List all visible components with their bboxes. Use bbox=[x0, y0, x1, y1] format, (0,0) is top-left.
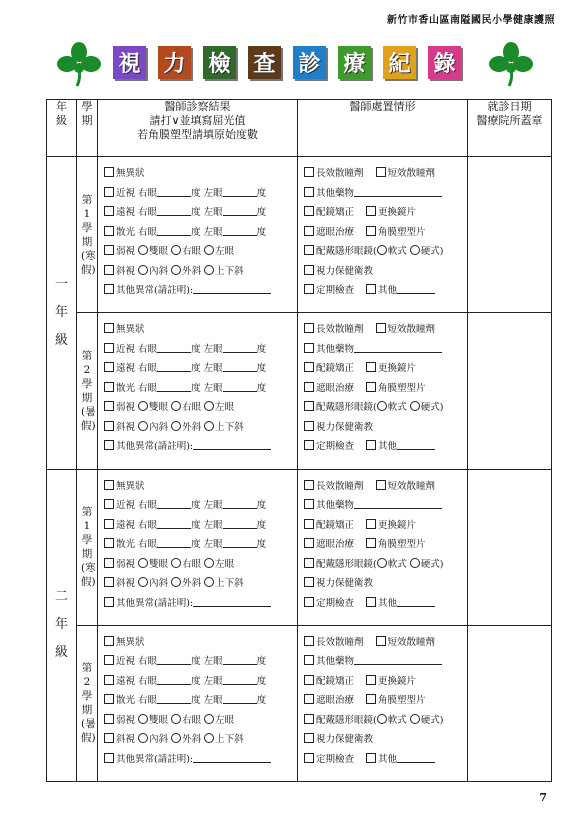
checkbox[interactable] bbox=[366, 538, 376, 548]
checkbox[interactable] bbox=[104, 714, 114, 724]
radio[interactable] bbox=[138, 421, 148, 431]
radio[interactable] bbox=[204, 265, 214, 275]
checkbox[interactable] bbox=[366, 226, 376, 236]
radio[interactable] bbox=[138, 733, 148, 743]
radio[interactable] bbox=[171, 558, 181, 568]
title-tile bbox=[203, 46, 236, 79]
checkbox[interactable] bbox=[304, 655, 314, 665]
radio[interactable] bbox=[410, 714, 420, 724]
title-tile bbox=[113, 46, 146, 79]
checkbox[interactable] bbox=[104, 675, 114, 685]
radio[interactable] bbox=[138, 714, 148, 724]
checkbox[interactable] bbox=[304, 382, 314, 392]
radio[interactable] bbox=[171, 421, 181, 431]
radio[interactable] bbox=[138, 265, 148, 275]
checkbox[interactable] bbox=[304, 206, 314, 216]
checkbox[interactable] bbox=[104, 499, 114, 509]
checkbox[interactable] bbox=[104, 694, 114, 704]
checkbox[interactable] bbox=[376, 323, 386, 333]
radio[interactable] bbox=[171, 733, 181, 743]
header-exam: 醫師診察結果 請打∨並填寫屈光值 若角膜塑型請填原始度數 bbox=[98, 100, 298, 157]
checkbox[interactable] bbox=[304, 753, 314, 763]
checkbox[interactable] bbox=[366, 440, 376, 450]
grade-cell: 二年級 bbox=[47, 469, 77, 781]
checkbox[interactable] bbox=[304, 187, 314, 197]
treatment-cell: 長效散瞳劑 短效散瞳劑 其他藥物 配鏡矯正 更換鏡片 遮眼治療 角膜塑型片 配戴隱形眼鏡( 軟式 硬式) 視力保健衛教 定期檢查 其他 bbox=[298, 469, 468, 625]
checkbox[interactable] bbox=[304, 265, 314, 275]
radio[interactable] bbox=[171, 401, 181, 411]
checkbox[interactable] bbox=[366, 694, 376, 704]
checkbox[interactable] bbox=[104, 733, 114, 743]
radio[interactable] bbox=[204, 245, 214, 255]
checkbox[interactable] bbox=[104, 245, 114, 255]
title-tile bbox=[428, 46, 461, 79]
checkbox[interactable] bbox=[366, 382, 376, 392]
checkbox[interactable] bbox=[104, 597, 114, 607]
checkbox[interactable] bbox=[304, 440, 314, 450]
checkbox[interactable] bbox=[104, 558, 114, 568]
treatment-cell: 長效散瞳劑 短效散瞳劑 其他藥物 配鏡矯正 更換鏡片 遮眼治療 角膜塑型片 配戴隱形眼鏡( 軟式 硬式) 視力保健衛教 定期檢查 其他 bbox=[298, 625, 468, 781]
checkbox[interactable] bbox=[104, 655, 114, 665]
title-tile bbox=[293, 46, 326, 79]
grade-cell: 一年級 bbox=[47, 157, 77, 469]
title-char: 紀 bbox=[388, 51, 411, 77]
semester-cell: 第1學期(寒假) bbox=[77, 157, 98, 313]
radio[interactable] bbox=[171, 245, 181, 255]
header-semester: 學期 bbox=[77, 100, 98, 157]
checkbox[interactable] bbox=[304, 597, 314, 607]
semester-row bbox=[47, 157, 552, 313]
radio[interactable] bbox=[204, 577, 214, 587]
checkbox[interactable] bbox=[104, 480, 114, 490]
checkbox[interactable] bbox=[366, 519, 376, 529]
radio[interactable] bbox=[204, 714, 214, 724]
checkbox[interactable] bbox=[304, 519, 314, 529]
checkbox[interactable] bbox=[366, 206, 376, 216]
checkbox[interactable] bbox=[304, 558, 314, 568]
semester-row bbox=[47, 625, 552, 781]
checkbox[interactable] bbox=[104, 753, 114, 763]
semester-cell: 第1學期(寒假) bbox=[77, 469, 98, 625]
checkbox[interactable] bbox=[104, 440, 114, 450]
checkbox[interactable] bbox=[376, 480, 386, 490]
radio[interactable] bbox=[138, 245, 148, 255]
header-date: 就診日期 醫療院所蓋章 bbox=[468, 100, 552, 157]
radio[interactable] bbox=[204, 733, 214, 743]
checkbox[interactable] bbox=[104, 284, 114, 294]
checkbox[interactable] bbox=[304, 323, 314, 333]
radio[interactable] bbox=[377, 401, 387, 411]
title-char: 療 bbox=[343, 51, 366, 77]
radio[interactable] bbox=[204, 401, 214, 411]
title-tiles bbox=[113, 46, 461, 79]
header-grade: 年級 bbox=[47, 100, 77, 157]
checkbox[interactable] bbox=[304, 577, 314, 587]
radio[interactable] bbox=[138, 558, 148, 568]
checkbox[interactable] bbox=[304, 480, 314, 490]
checkbox[interactable] bbox=[366, 362, 376, 372]
radio[interactable] bbox=[204, 558, 214, 568]
checkbox[interactable] bbox=[104, 167, 114, 177]
checkbox[interactable] bbox=[104, 519, 114, 529]
checkbox[interactable] bbox=[104, 401, 114, 411]
header-treatment: 醫師處置情形 bbox=[298, 100, 468, 157]
clover-icon bbox=[55, 40, 103, 88]
exam-result-cell: 無異狀 近視 右眼 度 左眼 度 遠視 右眼 度 左眼 度 散光 右眼 度 左眼 度 弱視 雙眼 右眼 左眼 斜視 內斜 外斜 上下斜 其他異常(請註明): bbox=[98, 469, 298, 625]
title-tile bbox=[383, 46, 416, 79]
title-tile bbox=[158, 46, 191, 79]
checkbox[interactable] bbox=[376, 636, 386, 646]
checkbox[interactable] bbox=[104, 382, 114, 392]
checkbox[interactable] bbox=[304, 284, 314, 294]
date-stamp-cell[interactable] bbox=[468, 469, 552, 625]
checkbox[interactable] bbox=[104, 187, 114, 197]
semester-cell: 第2學期(暑假) bbox=[77, 625, 98, 781]
title-char: 錄 bbox=[433, 51, 456, 77]
radio[interactable] bbox=[171, 577, 181, 587]
checkbox[interactable] bbox=[104, 538, 114, 548]
radio[interactable] bbox=[377, 714, 387, 724]
school-name: 新竹市香山區南隘國民小學健康護照 bbox=[387, 15, 555, 26]
checkbox[interactable] bbox=[304, 167, 314, 177]
checkbox[interactable] bbox=[104, 421, 114, 431]
checkbox[interactable] bbox=[104, 206, 114, 216]
treatment-cell: 長效散瞳劑 短效散瞳劑 其他藥物 配鏡矯正 更換鏡片 遮眼治療 角膜塑型片 配戴隱形眼鏡( 軟式 硬式) 視力保健衛教 定期檢查 其他 bbox=[298, 313, 468, 469]
radio[interactable] bbox=[171, 265, 181, 275]
checkbox[interactable] bbox=[104, 343, 114, 353]
checkbox[interactable] bbox=[376, 167, 386, 177]
date-stamp-cell[interactable] bbox=[468, 313, 552, 469]
radio[interactable] bbox=[377, 558, 387, 568]
checkbox[interactable] bbox=[104, 265, 114, 275]
radio[interactable] bbox=[171, 714, 181, 724]
checkbox[interactable] bbox=[304, 343, 314, 353]
title-tile bbox=[338, 46, 371, 79]
checkbox[interactable] bbox=[304, 538, 314, 548]
radio[interactable] bbox=[138, 401, 148, 411]
date-stamp-cell[interactable] bbox=[468, 157, 552, 313]
checkbox[interactable] bbox=[104, 226, 114, 236]
title-char: 診 bbox=[298, 51, 321, 77]
checkbox[interactable] bbox=[304, 421, 314, 431]
checkbox[interactable] bbox=[304, 362, 314, 372]
page-number: 7 bbox=[539, 791, 547, 804]
radio[interactable] bbox=[204, 421, 214, 431]
checkbox[interactable] bbox=[304, 226, 314, 236]
checkbox[interactable] bbox=[304, 675, 314, 685]
title-banner bbox=[55, 36, 535, 94]
checkbox[interactable] bbox=[104, 323, 114, 333]
checkbox[interactable] bbox=[304, 401, 314, 411]
checkbox[interactable] bbox=[366, 753, 376, 763]
checkbox[interactable] bbox=[366, 675, 376, 685]
semester-row bbox=[47, 313, 552, 469]
checkbox[interactable] bbox=[304, 499, 314, 509]
title-tile bbox=[248, 46, 281, 79]
title-char: 檢 bbox=[208, 51, 231, 77]
treatment-cell: 長效散瞳劑 短效散瞳劑 其他藥物 配鏡矯正 更換鏡片 遮眼治療 角膜塑型片 配戴隱形眼鏡( 軟式 硬式) 視力保健衛教 定期檢查 其他 bbox=[298, 157, 468, 313]
checkbox[interactable] bbox=[304, 245, 314, 255]
radio[interactable] bbox=[377, 245, 387, 255]
checkbox[interactable] bbox=[104, 362, 114, 372]
date-stamp-cell[interactable] bbox=[468, 625, 552, 781]
radio[interactable] bbox=[138, 577, 148, 587]
radio[interactable] bbox=[410, 401, 420, 411]
title-char: 力 bbox=[163, 51, 186, 77]
exam-result-cell: 無異狀 近視 右眼 度 左眼 度 遠視 右眼 度 左眼 度 散光 右眼 度 左眼 度 弱視 雙眼 右眼 左眼 斜視 內斜 外斜 上下斜 其他異常(請註明): bbox=[98, 157, 298, 313]
exam-result-cell: 無異狀 近視 右眼 度 左眼 度 遠視 右眼 度 左眼 度 散光 右眼 度 左眼 度 弱視 雙眼 右眼 左眼 斜視 內斜 外斜 上下斜 其他異常(請註明): bbox=[98, 313, 298, 469]
checkbox[interactable] bbox=[366, 597, 376, 607]
title-char: 視 bbox=[118, 51, 141, 77]
checkbox[interactable] bbox=[366, 284, 376, 294]
vision-record-table bbox=[46, 99, 552, 782]
clover-icon bbox=[487, 40, 535, 88]
semester-cell: 第2學期(暑假) bbox=[77, 313, 98, 469]
checkbox[interactable] bbox=[304, 733, 314, 743]
radio[interactable] bbox=[410, 245, 420, 255]
semester-row bbox=[47, 469, 552, 625]
exam-result-cell: 無異狀 近視 右眼 度 左眼 度 遠視 右眼 度 左眼 度 散光 右眼 度 左眼 度 弱視 雙眼 右眼 左眼 斜視 內斜 外斜 上下斜 其他異常(請註明): bbox=[98, 625, 298, 781]
checkbox[interactable] bbox=[104, 577, 114, 587]
checkbox[interactable] bbox=[304, 636, 314, 646]
checkbox[interactable] bbox=[104, 636, 114, 646]
checkbox[interactable] bbox=[304, 714, 314, 724]
checkbox[interactable] bbox=[304, 694, 314, 704]
title-char: 查 bbox=[253, 51, 276, 77]
radio[interactable] bbox=[410, 558, 420, 568]
